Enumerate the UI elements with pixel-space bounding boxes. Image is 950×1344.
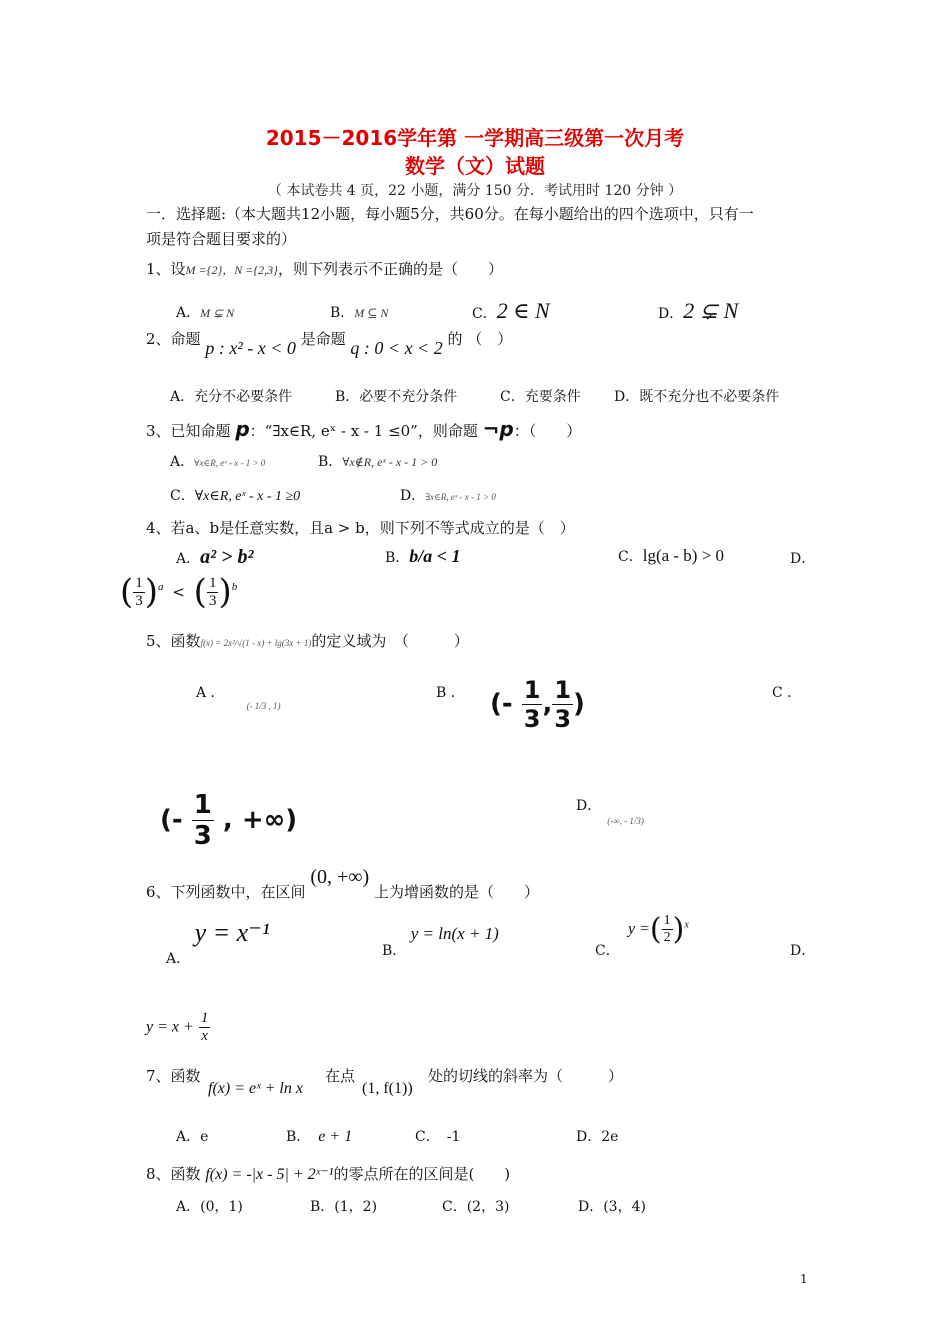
option-label: B． (382, 943, 407, 959)
q1-option-d (658, 298, 738, 324)
q5-prefix: 5、函数 (146, 632, 201, 650)
q7-func: f(x) = eˣ + ln x (208, 1080, 303, 1097)
option-expr: M ⊊ N (200, 306, 235, 320)
q3-suffix: ：（ ） (513, 422, 582, 440)
q8-option-d: D．(3，4) (578, 1199, 646, 1215)
option-label: D． (400, 488, 426, 504)
option-label: A ． (196, 685, 225, 701)
question-3 (146, 417, 581, 441)
q1-option-a (176, 302, 234, 322)
q3-notp: ¬p (482, 417, 514, 441)
option-expr: ∃x∈R, eˣ - x - 1 > 0 (425, 492, 496, 502)
paren-right: ) (672, 912, 685, 947)
denominator: 2 (663, 930, 671, 945)
q2-option-c: C．充要条件 (500, 389, 581, 405)
q2-option-a: A．充分不必要条件 (170, 389, 293, 405)
option-expr: (-∞, - 1/3) (607, 816, 644, 826)
numerator: 1 (193, 790, 212, 820)
q4-option-d-expr (120, 572, 237, 612)
question-4: 4、若a、b是任意实数，且a > b，则下列不等式成立的是（ ） (146, 519, 575, 537)
q5-suffix: 的定义域为 （ ） (311, 632, 469, 650)
q2-prefix: 2、命题 (146, 330, 201, 348)
fraction (133, 575, 145, 610)
paren-right: , +∞) (222, 805, 298, 835)
section-intro-line1: 一．选择题:（本大题共12小题，每小题5分，共60分。在每小题给出的四个选项中，只有一 (146, 205, 754, 223)
exam-subtitle: 数学（文）试题 (405, 154, 545, 178)
option-label: C． (170, 488, 195, 504)
q6-option-d-expr (146, 1010, 210, 1045)
expr-y: y = x + (146, 1018, 194, 1036)
q6-option-a (166, 918, 270, 967)
question-7-prefix: 7、函数 (146, 1067, 201, 1085)
q5-expr: f(x) = 2x²/√(1 - x) + lg(3x + 1) (200, 638, 312, 648)
q2-option-d: D．既不充分也不必要条件 (614, 389, 780, 405)
q5-option-b-expr (490, 676, 585, 733)
q7-option-a: A．e (176, 1129, 209, 1145)
q3-prefix: 3、已知命题 (146, 422, 231, 440)
paren-right: ) (218, 572, 232, 612)
fraction (207, 575, 219, 610)
question-5 (146, 630, 469, 651)
numerator: 1 (208, 574, 217, 591)
expr-y: y = (628, 920, 650, 938)
option-expr: b/a < 1 (409, 546, 461, 566)
q1-suffix: ，则下列表示不正确的是（ ） (277, 260, 503, 278)
q8-option-c: C．(2，3) (442, 1199, 510, 1215)
denominator: x (201, 1028, 208, 1044)
q1-option-b (330, 302, 388, 322)
option-label: A． (176, 551, 201, 567)
option-expr: 2 ∈ N (496, 298, 550, 323)
option-expr: y = x⁻¹ (194, 918, 270, 947)
q6-prefix: 6、下列函数中，在区间 (146, 883, 306, 901)
q8-suffix: 的零点所在的区间是( ) (333, 1165, 511, 1183)
option-expr: lg(a - b) > 0 (642, 546, 725, 565)
question-6 (146, 866, 539, 903)
option-label: A． (176, 305, 201, 321)
q1-prefix: 1、设 (146, 260, 186, 278)
q5-option-a (196, 682, 281, 711)
fraction (522, 676, 543, 733)
q6-option-d-label: D． (790, 943, 816, 959)
q3-p: p (235, 417, 250, 441)
q7-option-b (286, 1126, 352, 1146)
page-number: 1 (800, 1272, 808, 1286)
numerator: 1 (554, 676, 572, 704)
q8-expr: f(x) = -|x - 5| + 2ˣ⁻¹ (205, 1166, 334, 1183)
q7-option-d: D．2e (576, 1129, 619, 1145)
q4-option-a (176, 546, 254, 569)
exponent: a (158, 581, 164, 593)
q7-suffix: 处的切线的斜率为（ ） (428, 1067, 624, 1085)
denominator: 3 (193, 821, 212, 851)
exponent: x (684, 919, 689, 931)
option-label: D． (658, 306, 684, 322)
option-label: B． (330, 305, 355, 321)
option-expr: ∀x∈R, eˣ - x - 1 ≥0 (194, 489, 301, 504)
fraction (552, 676, 573, 733)
q2-mid: 是命题 (300, 330, 346, 348)
q4-option-d-label: D． (790, 551, 816, 567)
paren-left: ( (193, 572, 207, 612)
option-label: C． (618, 549, 643, 565)
option-expr: M ⊆ N (354, 306, 389, 320)
option-label: A． (166, 951, 191, 967)
question-1 (146, 258, 503, 279)
fraction (662, 913, 673, 946)
less-than: < (172, 583, 185, 601)
numerator: 1 (135, 574, 143, 591)
q4-option-c (618, 546, 724, 566)
q2-q-expr: q : 0 < x < 2 (350, 338, 443, 358)
q7-option-c: C． -1 (415, 1129, 461, 1145)
option-label: A． (170, 454, 195, 470)
exam-note: （ 本试卷共 4 页，22 小题，满分 150 分．考试用时 120 分钟 ） (267, 183, 683, 199)
q2-suffix: 的 （ ） (447, 330, 513, 348)
q3-option-a (170, 451, 265, 471)
paren-left: (- (490, 689, 513, 719)
option-label: B． (318, 454, 343, 470)
section-intro-line2: 项是符合题目要求的） (146, 230, 297, 248)
denominator: 3 (554, 705, 572, 733)
exponent: b (231, 581, 238, 593)
option-label: C． (472, 306, 497, 322)
option-expr: y = ln(x + 1) (410, 924, 499, 943)
q3-option-b (318, 451, 437, 471)
q8-prefix: 8、函数 (146, 1165, 201, 1183)
q5-option-c-label: C ． (772, 685, 802, 701)
q2-p-expr: p : x² - x < 0 (205, 338, 296, 358)
option-expr: ∀x∉R, eˣ - x - 1 > 0 (342, 455, 438, 469)
exam-title: 2015－2016学年第 一学期高三级第一次月考 (265, 126, 685, 150)
option-expr: ∀x∈R, eˣ - x - 1 > 0 (194, 458, 266, 468)
option-expr: (- 1/3 , 1) (246, 701, 281, 711)
comma: , (542, 689, 553, 719)
q8-option-a: A．(0，1) (176, 1199, 243, 1215)
q6-interval: (0, +∞) (310, 866, 370, 888)
paren-left: (- (160, 805, 183, 835)
q6-option-c-expr (628, 912, 689, 947)
q6-option-b (382, 924, 499, 959)
numerator: 1 (200, 1010, 209, 1026)
option-expr: 2 ⊊ N (683, 298, 739, 323)
q3-option-d (400, 485, 496, 505)
option-expr: e + 1 (318, 1128, 353, 1145)
q4-option-b (385, 546, 461, 567)
numerator: 1 (663, 913, 671, 928)
q6-suffix: 上为增函数的是（ ） (373, 883, 539, 901)
q5-option-b-label: B ． (436, 685, 465, 701)
paren-right: ) (573, 689, 585, 719)
q7-mid: 在点 (325, 1067, 356, 1085)
option-expr: a² > b² (200, 546, 254, 568)
paren-left: ( (649, 912, 662, 947)
q5-option-c-expr (160, 790, 297, 851)
denominator: 3 (135, 592, 143, 609)
paren-left: ( (120, 572, 134, 612)
q6-option-c-label: C． (595, 943, 620, 959)
question-2 (146, 328, 513, 358)
q1-expr: M ={2}，N ={2,3} (185, 263, 278, 277)
option-label: B． (286, 1129, 311, 1145)
question-8 (146, 1163, 510, 1184)
option-label: B． (385, 550, 410, 566)
fraction (199, 1010, 211, 1045)
q5-option-d (576, 795, 644, 826)
denominator: 3 (523, 705, 541, 733)
q3-quote: ：“∃x∈R, eˣ - x - 1 ≤0”，则命题 (249, 422, 478, 440)
q8-option-b: B．(1，2) (310, 1199, 378, 1215)
option-label: D． (576, 798, 602, 814)
q3-option-c (170, 485, 300, 505)
q1-option-c (472, 298, 550, 324)
denominator: 3 (208, 592, 217, 609)
q7-point: (1, f(1)) (362, 1080, 413, 1097)
q2-option-b: B．必要不充分条件 (335, 389, 458, 405)
paren-right: ) (144, 572, 159, 612)
fraction (192, 790, 214, 851)
numerator: 1 (523, 676, 541, 704)
